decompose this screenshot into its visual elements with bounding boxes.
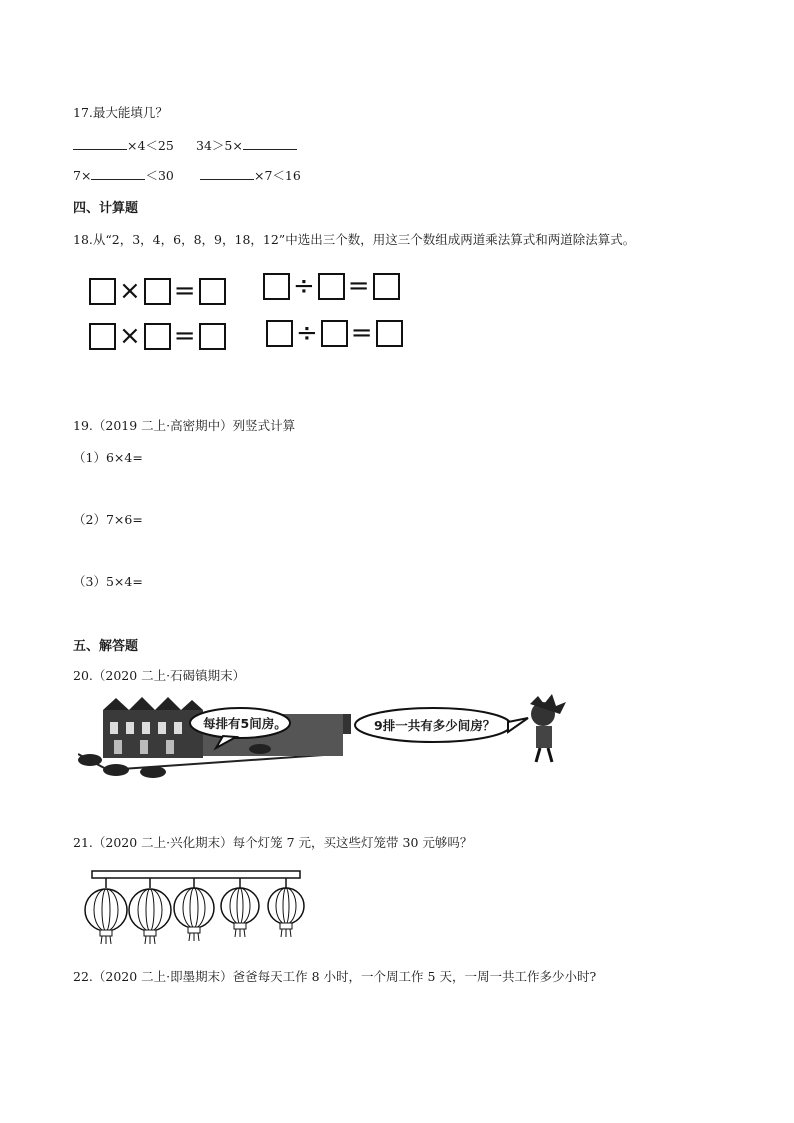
divide-sign: ÷ — [296, 318, 318, 348]
answer-box[interactable] — [144, 278, 171, 305]
answer-box[interactable] — [199, 278, 226, 305]
times-sign: × — [119, 276, 141, 306]
q19-item-1: （1）6×4= — [73, 450, 143, 465]
q17-item-b: 34＞5× — [196, 136, 297, 154]
q17-item-a: ×4＜25 — [73, 136, 174, 154]
answer-box[interactable] — [376, 320, 403, 347]
answer-box[interactable] — [263, 273, 290, 300]
lantern-pole — [92, 871, 300, 878]
multiplication-equation-2 — [89, 323, 226, 350]
lantern-icon — [221, 878, 259, 937]
answer-box[interactable] — [266, 320, 293, 347]
bubble-text-question: 9排一共有多少间房？ — [374, 718, 496, 733]
q19-item-3: （3）5×4= — [73, 574, 143, 589]
answer-blank[interactable] — [73, 137, 127, 150]
equals-sign: = — [173, 321, 196, 351]
answer-box[interactable] — [89, 278, 116, 305]
lantern-icon — [268, 878, 304, 937]
equals-sign: = — [173, 276, 196, 306]
houses-illustration — [78, 692, 588, 787]
q17-item-c: 7× ＜30 — [73, 168, 174, 183]
section-heading-5: 五、解答题 — [73, 639, 139, 654]
q19-text: 19.（2019 二上·高密期中）列竖式计算 — [73, 418, 296, 433]
divide-sign: ÷ — [293, 271, 315, 301]
q19-item-2: （2）7×6= — [73, 512, 143, 527]
bush-icon — [78, 754, 102, 766]
answer-box[interactable] — [199, 323, 226, 350]
bubble-text-houses-per-row: 每排有5间房。 — [203, 716, 287, 731]
section-heading-4: 四、计算题 — [73, 201, 139, 216]
multiplication-equation-1 — [89, 278, 226, 305]
q22-text: 22.（2020 二上·即墨期末）爸爸每天工作 8 小时，一个周工作 5 天，一周一共工作多少小时? — [73, 969, 597, 984]
q20-text: 20.（2020 二上·石碣镇期末） — [73, 668, 246, 683]
equals-sign: = — [350, 318, 373, 348]
answer-box[interactable] — [89, 323, 116, 350]
answer-blank[interactable] — [243, 137, 297, 150]
answer-box[interactable] — [373, 273, 400, 300]
answer-blank[interactable] — [200, 167, 254, 180]
equals-sign: = — [347, 271, 370, 301]
lanterns-illustration — [82, 868, 307, 948]
lantern-icon — [129, 878, 171, 944]
q21-text: 21.（2020 二上·兴化期末）每个灯笼 7 元，买这些灯笼带 30 元够吗？ — [73, 835, 473, 850]
answer-box[interactable] — [144, 323, 171, 350]
lantern-icon — [174, 878, 214, 941]
q18-text: 18.从“2，3，4，6，8，9，18，12”中选出三个数，用这三个数组成两道乘法算式和两道除法算式。 — [73, 232, 636, 247]
division-equation-1 — [263, 273, 400, 300]
cartoon-character-icon — [530, 694, 566, 762]
lantern-icon — [85, 878, 127, 944]
answer-box[interactable] — [318, 273, 345, 300]
times-sign: × — [119, 321, 141, 351]
bush-icon — [140, 766, 166, 778]
q17-title: 17.最大能填几？ — [73, 105, 168, 120]
division-equation-2 — [266, 320, 403, 347]
bush-icon — [103, 764, 129, 776]
answer-box[interactable] — [321, 320, 348, 347]
q17-item-d: ×7＜16 — [200, 166, 301, 184]
bush-icon — [249, 744, 271, 754]
answer-blank[interactable] — [91, 167, 145, 180]
